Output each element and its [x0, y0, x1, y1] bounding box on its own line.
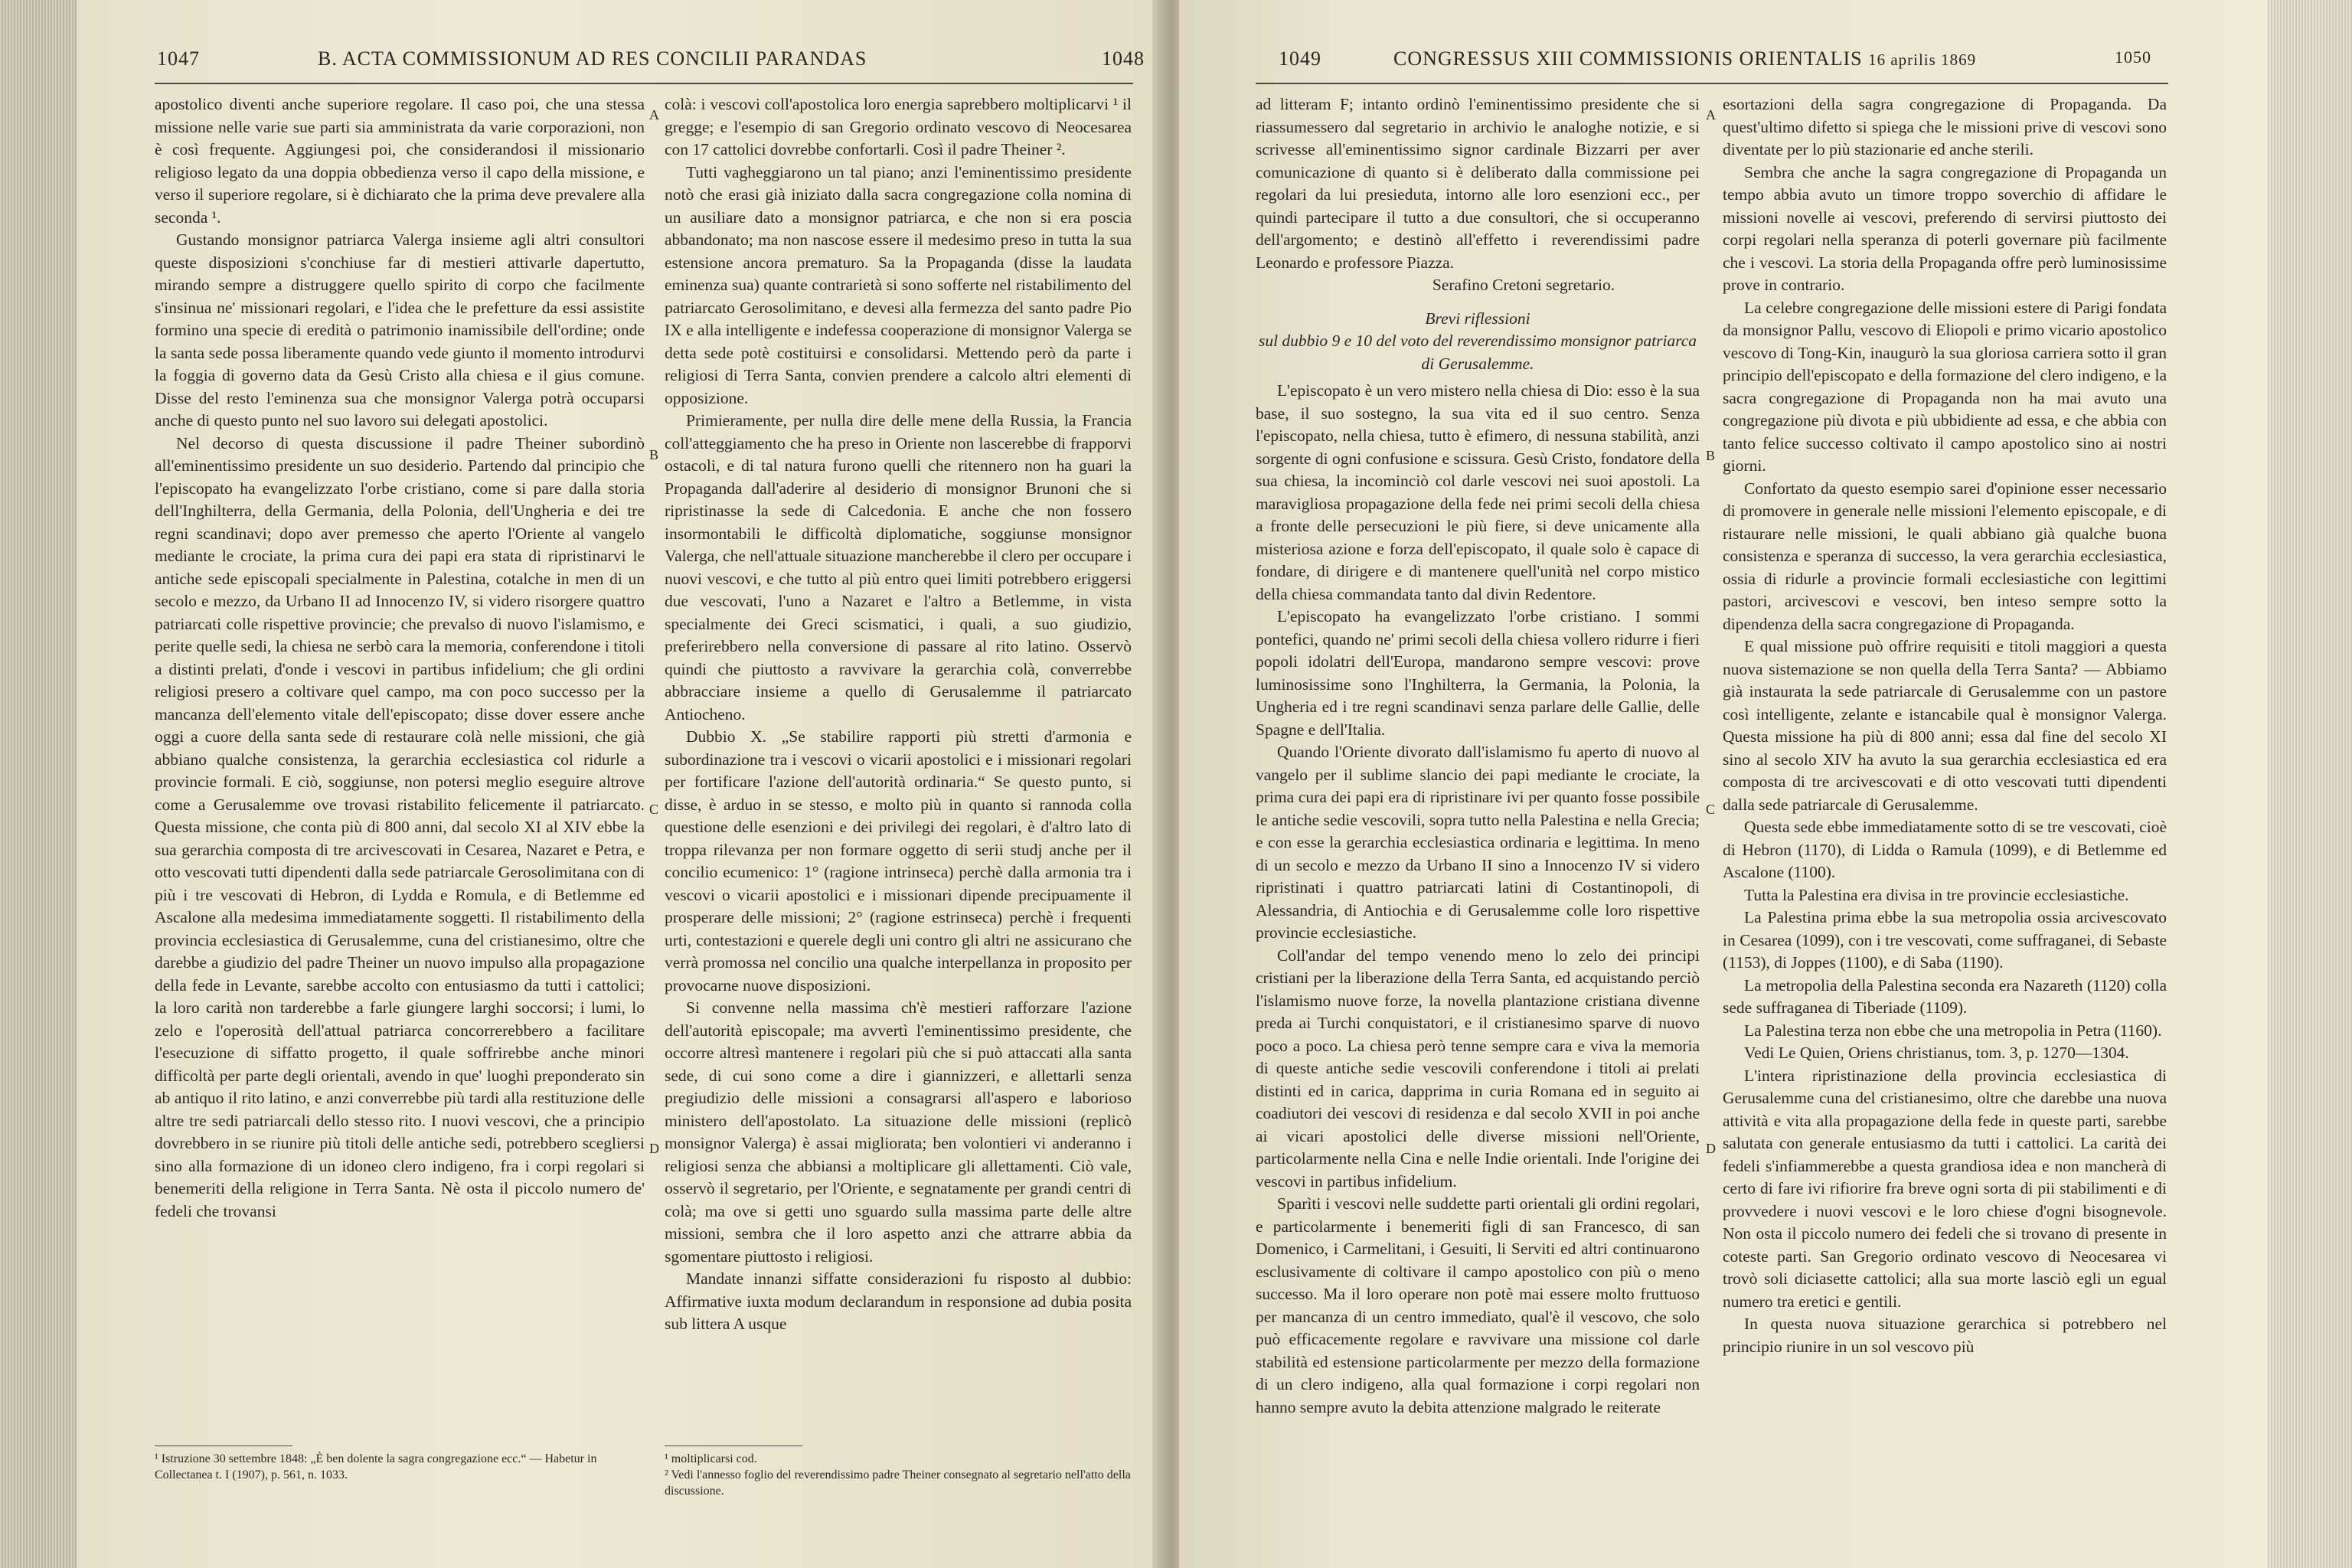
paragraph: colà: i vescovi coll'apostolica loro energia saprebbero moltiplicarvi ¹ il gregge; e l'esempio di san Gregorio ordinato vescovo di Neocesarea con 17 cattolici dovrebbe confortarli. Così il padre Theiner ².	[665, 95, 1132, 158]
page-number-1050: 1050	[2115, 47, 2151, 67]
section-subheading: sul dubbio 9 e 10 del voto del reverendissimo monsignor patriarca di Gerusalemme.	[1258, 332, 1697, 373]
right-col-1	[1256, 93, 1700, 1419]
paragraph: Tutti vagheggiarono un tal piano; anzi l'eminentissimo presidente notò che erasi già iniziato dalla sacra congregazione colla nomina di un ausiliare dato a monsignor patriarca, e che non si era poscia abbandonato; ma non nascose essere il medesimo preso in tutta la sua estensione ancora prematuro. Sa la Propaganda (disse la laudata eminenza sua) quante contrarietà si sono sofferte nel ristabilimento del patriarcato Gerosolimitano, e devesi alla fermezza del santo padre Pio IX e alla intelligente e indefessa cooperazione di monsignor Valerga se detta sede potè costituirsi e consolidarsi. Mettendo però da parte i religiosi di Terra Santa, convien prendere a calcolo altri elementi di opposizione.	[665, 162, 1132, 407]
paragraph: La celebre congregazione delle missioni estere di Parigi fondata da monsignor Pallu, vescovo di Eliopoli e primo vicario apostolico vescovo di Tong-Kin, inaugurò la sua gloriosa carriera sotto il gran principio dell'episcopato e della formazione del clero indigeno, e la sacra congregazione di Propaganda non ha mai avuto una congregazione più divota e più ubbidiente ad essa, e che abbia con tanto felice successo coltivato il campo apostolico sino ai nostri giorni.	[1723, 298, 2167, 475]
paragraph: Gustando monsignor patriarca Valerga insieme agli altri consultori queste disposizioni s'conchiuse far di mestieri attivarle dapertutto, mirando sempre a distruggere quello spirito di corpo che facilmente s'insinua ne' missionari regolari, e l'idea che le prefetture da essi assistite formino una specie di eredità o patrimonio inamissibile dell'ordine; onde la santa sede possa liberamente quando vede giunto il momento introdurvi la foggia di governo data da Gesù Cristo alla chiesa e il gius comune. Disse del resto l'eminenza sua che monsignor Valerga potrà occuparsi anche di questo punto nel suo lavoro sui delegati apostolici.	[155, 230, 645, 430]
paragraph: Si convenne nella massima ch'è mestieri rafforzare l'azione dell'autorità episcopale; ma avvertì l'eminentissimo presidente, che occorre altresì mantenere i regolari più che si può attaccati alla santa sede, di cui sono come a dire i giannizzeri, e allettarli senza pregiudizio delle missioni a consagrarsi all'aspero e laborioso ministero dell'apostolato. La situazione delle missioni (replicò monsignor Valerga) è assai migliorata; ben volontieri vi anderanno i religiosi senza che abbiansi a moltiplicare gli allettamenti. Ciò vale, osservò il segretario, per l'Oriente, e segnatamente per grandi centri di colà; ma ove si getti uno sguardo sulla massima parte delle altre missioni, sembra che il loro aspetto anzi che attrarre abbia da sgomentare piuttosto i religiosi.	[665, 998, 1132, 1266]
right-running-head	[1279, 47, 2151, 78]
right-col-2	[1723, 93, 2167, 1358]
left-page	[77, 0, 1164, 1568]
margin-letter-c: C	[1706, 802, 1716, 817]
paragraph: apostolico diventi anche superiore regolare. Il caso poi, che una stessa missione nelle varie sue parti sia amministrata da varie corporazioni, non è così frequente. Aggiungesi poi, che considerandosi il missionario religioso legato da una doppia obbedienza verso il capo della missione, e verso il superiore regolare, si è dichiarato che la prima deve prevalere alla seconda ¹.	[155, 95, 645, 227]
paragraph: Dubbio X. „Se stabilire rapporti più stretti d'armonia e subordinazione tra i vescovi o vicarii apostolici e i missionari regolari per fortificare l'azione dell'autorità ordinaria.“ Se questo punto, si disse, è arduo in se stesso, e molto più in quanto si rannoda colla questione delle esenzioni e dei privilegi dei regolari, è d'altro lato di troppa rilevanza per non formare oggetto di serii studj anche per il concilio ecumenico: 1° (ragione intrinseca) perchè dalla armonia tra i vescovi o vicarii apostolici e i missionari dipende precipuamente il prosperare delle missioni; 2° (ragione estrinseca) perchè i frequenti urti, contestazioni e querele degli uni contro gli altri ne assicurano che verrà promossa nel concilio una qualche interpellanza in proposito per provocarne nuove disposizioni.	[665, 727, 1132, 995]
margin-letter-b: B	[649, 447, 659, 462]
right-running-title	[1393, 47, 2121, 70]
page-edges-left	[0, 0, 77, 1568]
section-heading: Brevi riflessioni	[1425, 309, 1530, 328]
page-edges-right	[2268, 0, 2352, 1568]
paragraph: In questa nuova situazione gerarchica si potrebbero nel principio riunire in un sol vescovo più	[1723, 1315, 2167, 1356]
spacer	[1256, 297, 1700, 308]
paragraph: esortazioni della sagra congregazione di Propaganda. Da quest'ultimo difetto si spiega che le missioni prive di vescovi sono diventate per lo più stazionarie ed anche sterili.	[1723, 95, 2167, 158]
margin-letter-b: B	[1706, 448, 1716, 463]
margin-letter-d: D	[1706, 1141, 1716, 1156]
signature: Serafino Cretoni segretario.	[1432, 276, 1615, 294]
margin-letter-d: D	[649, 1141, 659, 1156]
paragraph: ad litteram F; intanto ordinò l'eminentissimo presidente che si riassumessero dal segretario in archivio le analoghe notizie, e si scrivesse all'eminentissimo signor cardinale Bizzarri per aver comunicazione di quanto si è deliberato dalla commissione pei regolari da lui presieduta, intorno alle loro esenzioni ecc., per quindi partecipare il tutto a due consultori, che si occuperanno dell'argomento; e destinò all'effetto i reverendissimi padre Leonardo e professore Piazza.	[1256, 95, 1700, 272]
paragraph: E qual missione può offrire requisiti e titoli maggiori a questa nuova sistemazione se non quella della Terra Santa? — Abbiamo già instaurata la sede patriarcale di Gerusalemme con un pastore così intelligente, zelante e istancabile qual è monsignor Valerga. Questa missione ha più di 800 anni; essa dal fine del secolo XI sino al secolo XIV ha avuto la sua gerarchia ecclesiastica ed era composta di tre arcivescovati e di otto vescovati tutti dipendenti dalla sede patriarcale di Gerusalemme.	[1723, 637, 2167, 814]
footnote: ¹ Istruzione 30 settembre 1848: „È ben dolente la sagra congregazione ecc.“ — Habetur in Collectanea t. I (1907), p. 561, n. 1033.	[155, 1452, 597, 1481]
paragraph: L'episcopato ha evangelizzato l'orbe cristiano. I sommi pontefici, quando ne' primi secoli della chiesa vollero ridurre i fieri popoli idolatri dell'Europa, mandarono sempre vescovi: prove luminosissime sono l'Inghilterra, la Germania, la Polonia, la Ungheria ed i tre regni scandinavi senza parlare delle Gallie, delle Spagne e dell'Italia.	[1256, 607, 1700, 739]
paragraph: Quando l'Oriente divorato dall'islamismo fu aperto di nuovo al vangelo per il sublime slancio dei papi mediante le crociate, la prima cura dei papi era di ripristinare ivi per quanto fosse possibile le antiche sedie vescovili, sopra tutto nella Palestina e nella Grecia; e con esse la gerarchia ecclesiastica ordinaria e legittima. In meno di un secolo e mezzo da Urbano II sino a Innocenzo IV si videro ripristinati i quattro patriarcati latini di Costantinopoli, di Alessandria, di Antiochia e di Gerusalemme colle loro rispettive provincie ecclesiastiche.	[1256, 743, 1700, 942]
paragraph: Sembra che anche la sagra congregazione di Propaganda un tempo abbia avuto un timore troppo soverchio di affidare le missioni novelle ai vescovi, preferendo di servirsi piuttosto dei corpi regolari nella speranza di poterli governare più facilmente che i vescovi. La storia della Propaganda offre però luminosissime prove in contrario.	[1723, 162, 2167, 294]
left-col-1	[155, 93, 645, 1223]
paragraph: Coll'andar del tempo venendo meno lo zelo dei principi cristiani per la liberazione della Terra Santa, ed acquistando perciò l'islamismo nuove forze, la novella plantazione cristiana divenne preda ai Turchi conquistatori, e il cristianesimo sparve di nuovo poco a poco. La chiesa però tenne sempre cara e viva la memoria di queste antiche sedie vescovili conferendone i titoli ai prelati distinti ed in carica, dapprima in curia Romana ed in seguito ai coadiutori dei vescovi di residenza e dal secolo XVII in poi anche ai vicari apostolici delle diverse missioni nell'Oriente, particolarmente nella Cina e nelle Indie orientali. Inde l'origine dei vescovi in partibus infidelium.	[1256, 946, 1700, 1191]
right-page	[1179, 0, 2268, 1568]
margin-letter-c: C	[649, 802, 659, 817]
left-head-rule	[155, 83, 1133, 84]
footnote: ¹ moltiplicarsi cod.	[665, 1452, 757, 1465]
paragraph: Confortato da questo esempio sarei d'opinione esser necessario di promovere in generale nelle missioni l'elemento episcopale, e di ristaurare nelle missioni, le quali abbiano già qualche buona consistenza e speranza di successo, la vera gerarchia ecclesiastica, ossia di ridurle a provincie formali ecclesiastiche con legittimi pastori, arcivescovi e vescovi, ben inteso sempre sotto la dipendenza della sacra congregazione di Propaganda.	[1723, 479, 2167, 633]
left-running-title: B. ACTA COMMISSIONUM AD RES CONCILII PARANDAS	[318, 47, 867, 70]
paragraph: Mandate innanzi siffatte considerazioni fu risposto al dubbio: Affirmative iuxta modum declarandum in responsione ad dubia posita sub littera A usque	[665, 1269, 1132, 1333]
right-head-rule	[1256, 83, 2168, 84]
paragraph: Nel decorso di questa discussione il padre Theiner subordinò all'eminentissimo presidente un suo desiderio. Partendo dal principio che l'episcopato ha evangelizzato l'orbe cristiano, come si pare dalla storia dell'Inghilterra, della Germania, della Polonia, dell'Ungheria e dei tre regni scandinavi; dopo aver premesso che aperto l'Oriente al vangelo mediante le crociate, la prima cura dei papi era stata di ripristinarvi le antiche sede episcopali specialmente in Palestina, cotalche in men di un secolo e mezzo, da Urbano II ad Innocenzo IV, si videro risorgere quattro patriarcati colle rispettive provincie; che prevalso di nuovo l'islamismo, e perite quelle sedi, la chiesa ne serbò cara la memoria, conferendone i titoli a distinti prelati, d'onde i vescovi in partibus infidelium; che gli ordini religiosi presero a coltivare quel campo, ma con poco successo per la mancanza dell'elemento vitale dell'episcopato; disse dover essere anche oggi a cuore della santa sede di restaurare colà nelle missioni, che già abbiano qualche consistenza, la gerarchia ecclesiastica col ridurle a provincie formali. E ciò, soggiunse, non potersi meglio eseguire altrove come a Gerusalemme ove trovasi ristabilito felicemente il patriarcato. Questa missione, che conta più di 800 anni, dal secolo XI al XIV ebbe la sua gerarchia composta di tre arcivescovati in Cesarea, Nazaret e Petra, e otto vescovati tutti dipendenti dalla sede patriarcale Gerosolimitana con di più i tre vescovati di Hebron, di Lydda e Romula, e di Betlemme ed Ascalone alla medesima immediatamente soggetti. Il ristabilimento della provincia ecclesiastica di Gerusalemme, cuna del cristianesimo, oltre che darebbe a giudizio del padre Theiner un nuovo impulso alla propagazione della fede in Levante, sarebbe accolto con entusiasmo da tutti i cattolici; la loro carità non tarderebbe a farle giungere larghi soccorsi; i lumi, lo zelo e l'operosità dell'attual patriarca concorrerebbero a facilitare l'esecuzione di siffatto progetto, il quale soffrirebbe anche minori difficoltà per parte degli orientali, avendo in que' luoghi preponderato sin ab antiquo il rito latino, e anzi converrebbe più tardi alla restituzione delle altre tre sedi patriarcali dello stesso rito. I nuovi vescovi, che a principio dovrebbero in se riunire più titoli delle antiche sedi, potrebbero scegliersi sino alla formazione di un idoneo clero indigeno, fra i corpi regolari si benemeriti della religione in Terra Santa. Nè osta il piccolo numero de' fedeli che trovansi	[155, 433, 645, 1220]
left-col-1-footnotes	[155, 1446, 645, 1483]
page-number-1047: 1047	[157, 47, 200, 70]
footnote: ² Vedi l'annesso foglio del reverendissimo padre Theiner consegnato al segretario nell'atto della discussione.	[665, 1468, 1131, 1498]
paragraph: Sparìti i vescovi nelle suddette parti orientali gli ordini regolari, e particolarmente i benemeriti figli di san Francesco, di san Domenico, i Carmelitani, i Gesuiti, li Serviti ed altri continuarono esclusivamente di coltivare il campo apostolico con più o meno successo. Ma il loro operare non potè mai essere molto fruttuoso per mancanza di un centro immediato, qual'è il vescovo, che solo può efficacemente regolare e ravvivare una missione col darle stabilità ed estensione particolarmente per mezzo della formazione di un clero indigeno, alla qual formazione i corpi regolari non hanno sempre avuto la debita attenzione malgrado le reiterate	[1256, 1194, 1700, 1416]
margin-letter-a: A	[649, 107, 659, 122]
paragraph: Vedi Le Quien, Oriens christianus, tom. 3, p. 1270—1304.	[1744, 1044, 2129, 1062]
paragraph: La metropolia della Palestina seconda era Nazareth (1120) colla sede suffraganea di Tiberiade (1109).	[1723, 975, 2167, 1017]
paragraph: Primieramente, per nulla dire delle mene della Russia, la Francia coll'atteggiamento che ha preso in Oriente non lascerebbe di frapporvi ostacoli, e di tal natura furono quelli che ritennero non ha guari la Propaganda dall'aderire al desiderio di monsignor Brunoni che si ripristinasse la sede di Calcedonia. E anche che non fossero insormontabili le difficoltà diplomatiche, soggiunse monsignor Valerga, che nell'attuale situazione mancherebbe il clero per occupare i nuovi vescovi, e che tutto al più entro quei limiti potrebbero eriggersi due vescovati, l'uno a Nazaret e l'altro a Betlemme, in vista specialmente dei Greci scismatici, i quali, a suo giudizio, preferirebbero nella conversione di passare al rito latino. Osservò quindi che piuttosto a ravvivare la gerarchia colà, converrebbe abbracciare insieme a quello di Gerusalemme il patriarcato Antiocheno.	[665, 411, 1132, 724]
left-running-head	[157, 47, 1145, 78]
paragraph: L'intera ripristinazione della provincia ecclesiastica di Gerusalemme cuna del cristianesimo, oltre che darebbe una nuova attività e vita alla propagazione della fede in queste parti, sarebbe salutata con generale entusiasmo da tutti i cattolici. La carità dei fedeli s'infiammerebbe a questa grandiosa idea e non mancherà di certo di fare ivi rifiorire fra breve ogni sorta di pii stabilimenti e di provvedere i nuovi vescovi e le loro chiese d'ogni bisognevole. Non osta il piccolo numero dei fedeli che si trovano di presente in coteste parti. San Gregorio ordinato vescovo di Neocesarea vi trovò soli diciasette cattolici; alla sua morte lasciò egli un egual numero tra eretici e gentili.	[1723, 1066, 2167, 1311]
paragraph: Questa sede ebbe immediatamente sotto di se tre vescovati, cioè di Hebron (1170), di Lidda o Ramula (1099), e di Betlemme ed Ascalone (1100).	[1723, 818, 2167, 881]
right-running-title-text: CONGRESSUS XIII COMMISSIONIS ORIENTALIS	[1393, 47, 1863, 70]
left-col-2-footnotes	[665, 1446, 1132, 1499]
margin-letter-a: A	[1706, 107, 1716, 122]
paragraph: La Palestina prima ebbe la sua metropolia ossia arcivescovato in Cesarea (1099), con i tre vescovati, come suffraganei, di Sebaste (1153), di Joppes (1100), e di Saba (1190).	[1723, 908, 2167, 972]
left-col-2	[665, 93, 1132, 1336]
paragraph: L'episcopato è un vero mistero nella chiesa di Dio: esso è la sua base, il suo sostegno, la sua vita ed il suo centro. Senza l'episcopato, nella chiesa, tutto è efimero, di nessuna stabilità, anzi sorgente di ogni confusione e scissura. Gesù Cristo, fondatore della sua chiesa, la incominciò col darle vescovi nei suoi apostoli. La maravigliosa propagazione della fede nei primi secoli della chiesa a fronte delle persecuzioni le più fiere, si deve unicamente alla misteriosa azione e forza dell'episcopato, il quale solo è capace di fondare, di dirigere e di mantenere quell'unità nel corpo mistico della chiesa commandata tanto dal divin Redentore.	[1256, 381, 1700, 603]
paragraph: Tutta la Palestina era divisa in tre provincie ecclesiastiche.	[1744, 885, 2129, 904]
page-number-1048: 1048	[1102, 47, 1145, 70]
paragraph: La Palestina terza non ebbe che una metropolia in Petra (1160).	[1744, 1021, 2162, 1040]
right-running-date: 16 aprilis 1869	[1868, 51, 1977, 69]
page-number-1049: 1049	[1279, 47, 1321, 70]
